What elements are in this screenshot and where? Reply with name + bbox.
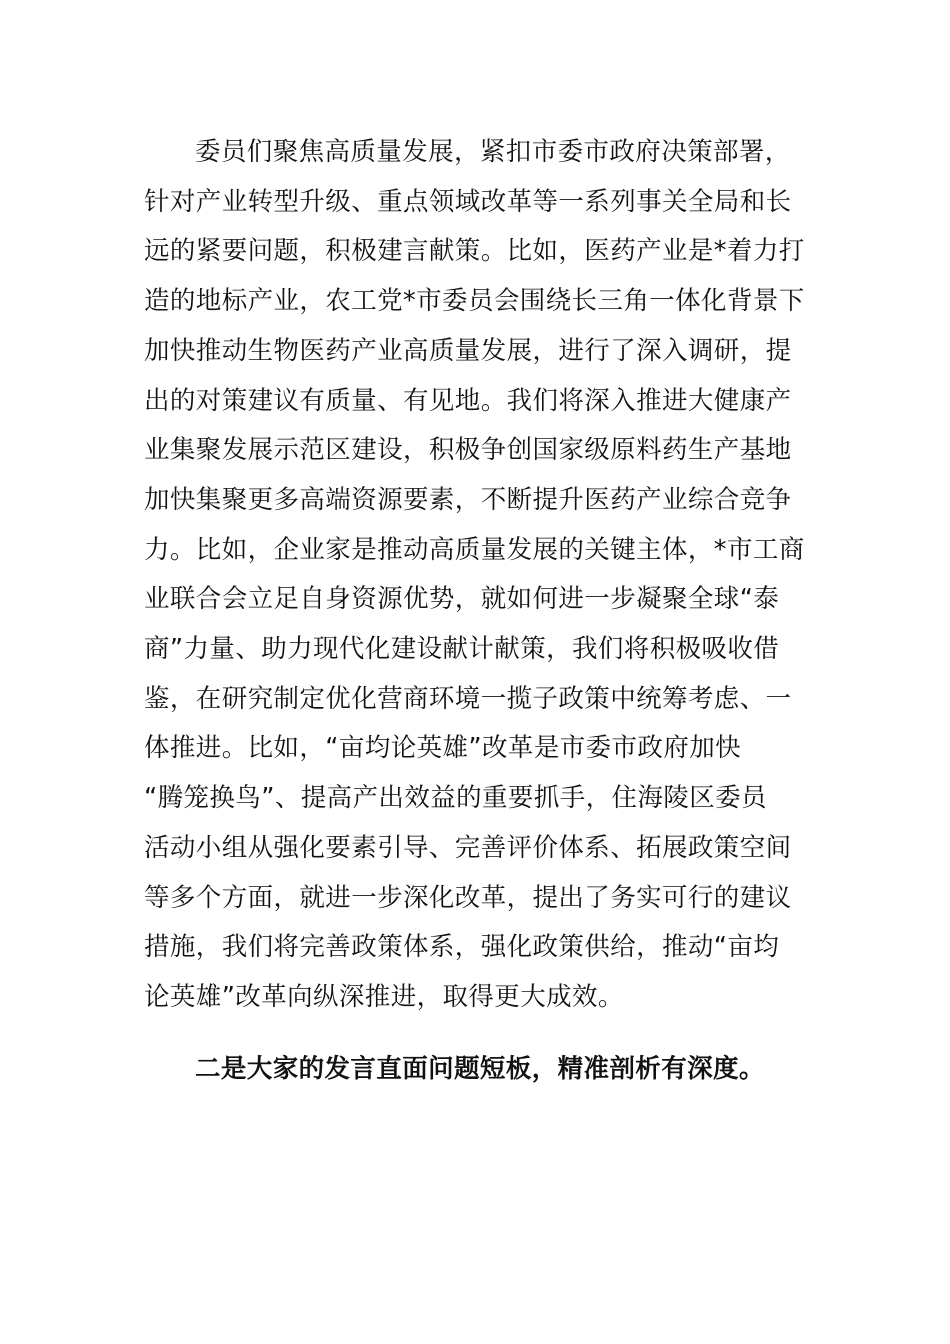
paragraph-line: 远的紧要问题，积极建言献策。比如，医药产业是*着力打 — [144, 236, 805, 267]
paragraph-line: 造的地标产业，农工党*市委员会围绕长三角一体化背景下 — [144, 286, 805, 317]
paragraph-line: 力。比如，企业家是推动高质量发展的关键主体，*市工商 — [144, 534, 805, 565]
paragraph-line: 商”力量、助力现代化建设献计献策，我们将积极吸收借 — [144, 634, 780, 665]
paragraph-line: 出的对策建议有质量、有见地。我们将深入推进大健康产 — [144, 385, 792, 416]
paragraph-line: 加快推动生物医药产业高质量发展，进行了深入调研，提 — [144, 335, 792, 366]
paragraph-line: 论英雄”改革向纵深推进，取得更大成效。 — [144, 981, 624, 1012]
paragraph-line: 鉴，在研究制定优化营商环境一揽子政策中统筹考虑、一 — [144, 683, 792, 714]
paragraph-line: 针对产业转型升级、重点领域改革等一系列事关全局和长 — [144, 186, 792, 217]
paragraph-line: 委员们聚焦高质量发展，紧扣市委市政府决策部署， — [195, 137, 791, 167]
paragraph-line: 业集聚发展示范区建设，积极争创国家级原料药生产基地 — [144, 435, 792, 466]
paragraph-line: “腾笼换鸟”、提高产出效益的重要抓手，住海陵区委员 — [144, 783, 767, 814]
paragraph-line: 措施，我们将完善政策体系，强化政策供给，推动“亩均 — [144, 932, 780, 963]
paragraph-line: 加快集聚更多高端资源要素，不断提升医药产业综合竞争 — [144, 484, 792, 515]
paragraph-line: 业联合会立足自身资源优势，就如何进一步凝聚全球“泰 — [144, 584, 780, 615]
document-page — [144, 128, 808, 1094]
paragraph-line: 等多个方面，就进一步深化改革，提出了务实可行的建议 — [144, 882, 792, 913]
paragraph-line: 活动小组从强化要素引导、完善评价体系、拓展政策空间 — [144, 832, 792, 863]
body-paragraph — [144, 128, 808, 1023]
paragraph-line: 体推进。比如，“亩均论英雄”改革是市委市政府加快 — [144, 733, 742, 764]
section-heading: 二是大家的发言直面问题短板，精准剖析有深度。 — [195, 1053, 765, 1084]
